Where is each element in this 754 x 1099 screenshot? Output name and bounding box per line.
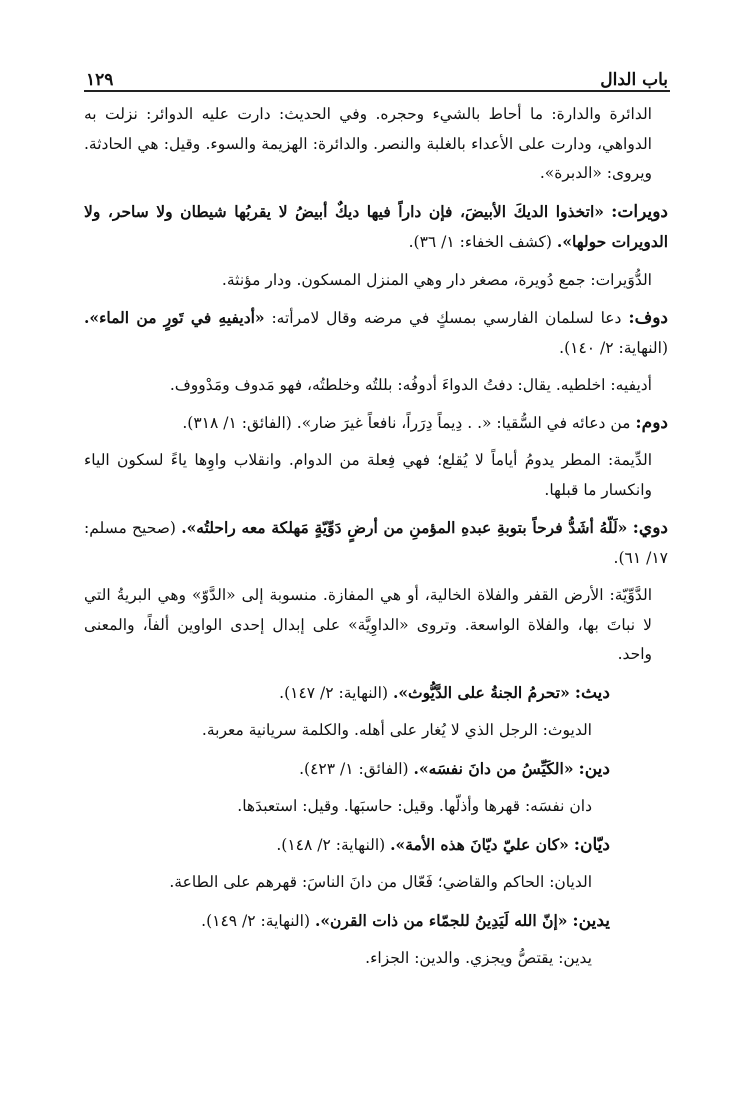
gloss-paragraph: أديفيه: اخلطيه. يقال: دفتُ الدواءَ أدوفُه: بللتُه وخلطتُه، فهو مَدوف ومَدْووف. (169, 376, 652, 394)
source-reference: (النهاية: ٢/ ١٤٧). (279, 683, 389, 702)
source-reference: (النهاية: ٢/ ١٤٠). (559, 338, 668, 357)
gloss-paragraph: الديوث: الرجل الذي لا يُغار على أهله. والكلمة سريانية معربة. (201, 721, 592, 739)
source-reference: (النهاية: ٢/ ١٤٩). (201, 911, 311, 930)
hadith-quote: «أديفيهِ في تَورٍ من الماء». (84, 308, 265, 327)
source-reference: (صحيح مسلم: ١٧/ ٦١). (84, 519, 668, 567)
dictionary-entry (84, 754, 668, 785)
dictionary-entry (84, 678, 668, 709)
hadith-quote: «لَلّهُ أشَدُّ فرحاً بتوبةِ عبدهِ المؤمنِ من أرضٍ دَوِّيّةٍ مَهلكة معه راحلتُه». (181, 518, 628, 537)
entry-term: يدين: (572, 910, 610, 931)
chapter-title: باب الدال (600, 70, 668, 90)
gloss-paragraph: يدين: يقتصُّ ويجزي. والدين: الجزاء. (365, 949, 592, 967)
source-reference: (النهاية: ٢/ ١٤٨). (276, 835, 386, 854)
page-body (84, 100, 668, 982)
hadith-quote: «الكَيِّسُ من دانَ نفسَه». (413, 758, 574, 778)
entry-term: دوي: (632, 518, 668, 538)
dictionary-entry (84, 830, 668, 861)
hadith-quote: «تحرمُ الجنةُ على الدَّيُّوث». (392, 682, 570, 702)
gloss-paragraph: الدَّوِّيّة: الأرض القفر والفلاة الخالية، أو هي المفازة. منسوبة إلى «الدَّوّ» وهي البريةُ التي لا نباتَ بها، والفلاة الواسعة. وتروى «الداوِيَّة» على إبدال إحدى الواوين ألفاً، والمعنى واحد. (84, 586, 652, 663)
entry-term: دين: (578, 758, 610, 779)
entry-term: دوم: (635, 412, 668, 433)
entry-term: ديث: (574, 682, 610, 703)
hadith-quote: «كان عليّ ديّانَ هذه الأمة». (390, 834, 569, 854)
dictionary-entry (84, 197, 668, 258)
entry-text: من دعائه في السُّقيا: «. . دِيماً دِرَراً، نافعاً غيرَ ضار». (296, 413, 631, 432)
entry-term: دوف: (628, 308, 668, 328)
hadith-quote: «إنّ الله لَيَدِينُ للجمّاء من ذات القرن». (314, 910, 568, 930)
page-number: ١٢٩ (86, 70, 114, 90)
header-rule (84, 90, 670, 92)
gloss-paragraph: الديان: الحاكم والقاضي؛ فَعّال من دانَ الناسَ: قهرهم على الطاعة. (169, 873, 592, 891)
gloss-paragraph: الدِّيمة: المطر يدومُ أياماً لا يُقلع؛ فهي فِعلة من الدوام. وانقلاب واوِها ياءً لسكون الياء وانكسار ما قبلها. (84, 451, 652, 499)
gloss-paragraph: الدُّوَيرات: جمع دُويرة، مصغر دار وهي المنزل المسكون. ودار مؤنثة. (221, 270, 652, 289)
dictionary-entry (84, 513, 668, 573)
source-reference: (كشف الخفاء: ١/ ٣٦). (408, 233, 552, 251)
hadith-quote: «اتخذوا الديكَ الأبيضَ، فإن داراً فيها ديكٌ أبيضُ لا يقربُها شيطان ولا ساحر، ولا الدويرات حولها». (84, 201, 668, 251)
dictionary-entry (84, 409, 668, 439)
entry-term: ديّان: (573, 834, 610, 855)
source-reference: (الفائق: ١/ ٣١٨). (182, 413, 292, 432)
dictionary-entry (84, 303, 668, 363)
source-reference: (الفائق: ١/ ٤٢٣). (299, 759, 409, 778)
entry-text: دعا لسلمان الفارسي بمسكٍ في مرضه وقال لامرأته: (271, 309, 622, 327)
gloss-paragraph: الدائرة والدارة: ما أحاط بالشيء وحجره. وفي الحديث: دارت عليه الدوائر: نزلت به الدواهي، ودارت على الأعداء بالغلبة والنصر. والدائرة: الهزيمة والسوء. وقيل: هي الحادثة. ويروى: «الدبرة». (84, 105, 652, 182)
gloss-paragraph: دان نفسَه: قهرها وأذلّها. وقيل: حاسبَها. وقيل: استعبدَها. (237, 797, 592, 815)
page-header (86, 56, 668, 90)
entry-term: دويرات: (611, 201, 668, 222)
dictionary-entry (84, 906, 668, 937)
